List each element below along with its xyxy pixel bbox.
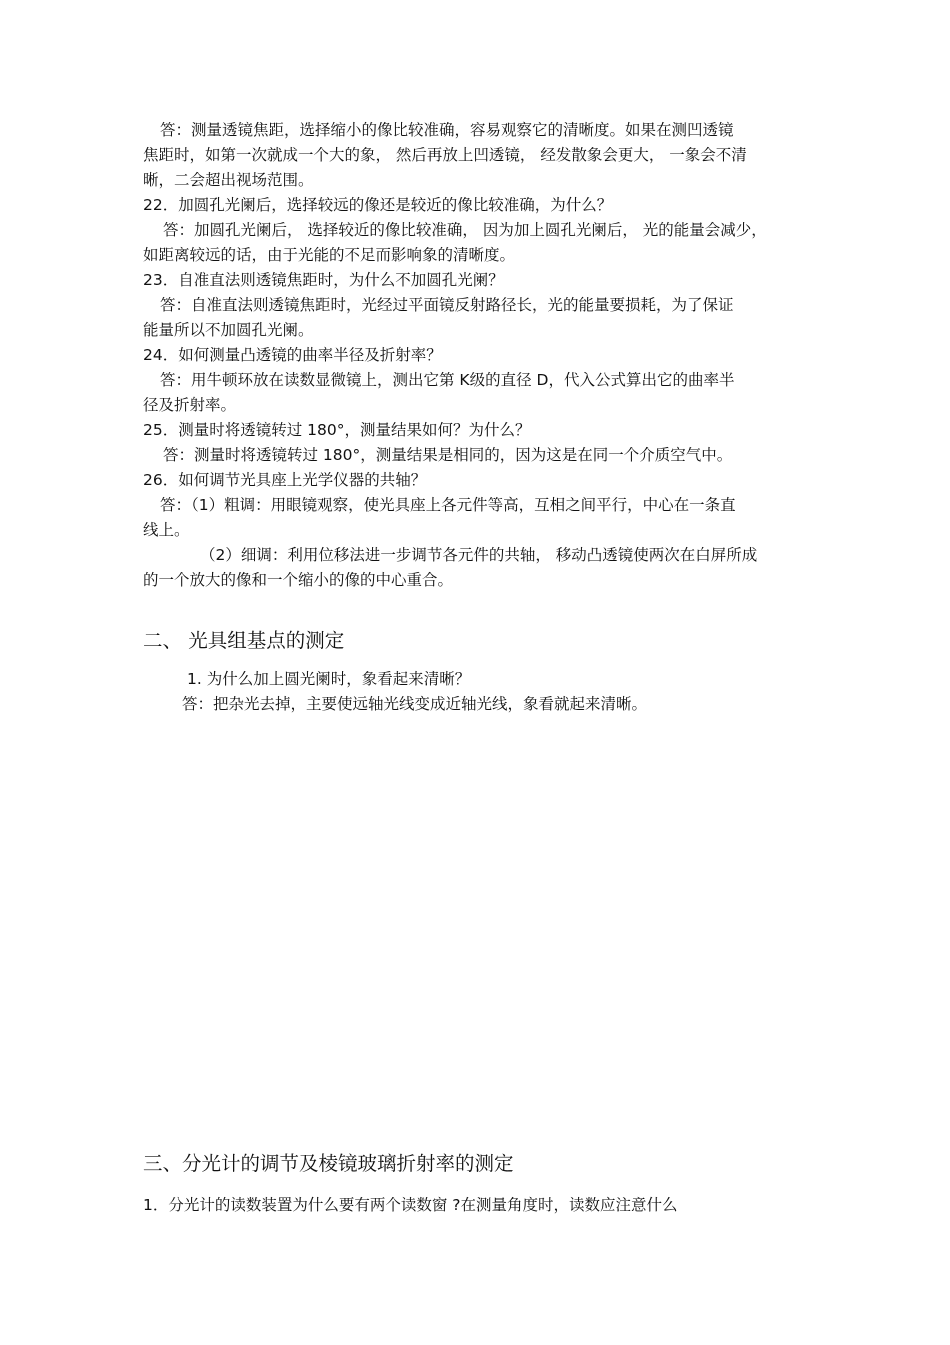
section-heading-2: 二、 光具组基点的测定	[143, 629, 345, 652]
question-22: 22．加圆孔光阑后，选择较远的像还是较近的像比较准确，为什么？	[143, 196, 613, 214]
answer-26-line: 答：（1）粗调：用眼镜观察，使光具座上各元件等高，互相之间平行，中心在一条直	[160, 496, 736, 514]
question-23: 23．自准直法则透镜焦距时，为什么不加圆孔光阑？	[143, 271, 504, 289]
answer-26-line: （2）细调：利用位移法进一步调节各元件的共轴， 移动凸透镜使两次在白屏所成	[200, 546, 758, 564]
answer-line: 焦距时，如第一次就成一个大的象， 然后再放上凹透镜， 经发散象会更大， 一象会不清	[143, 146, 747, 164]
answer-24-line: 答：用牛顿环放在读数显微镜上，测出它第 K级的直径 D，代入公式算出它的曲率半	[160, 371, 735, 389]
answer-23-line: 答：自准直法则透镜焦距时，光经过平面镜反射路径长，光的能量要损耗，为了保证	[160, 296, 734, 314]
section-heading-3: 三、分光计的调节及棱镜玻璃折射率的测定	[143, 1152, 514, 1175]
answer-line: 答：测量透镜焦距，选择缩小的像比较准确，容易观察它的清晰度。如果在测凹透镜	[160, 121, 734, 139]
answer-23-line: 能量所以不加圆孔光阑。	[143, 321, 314, 339]
question-24: 24．如何测量凸透镜的曲率半径及折射率？	[143, 346, 442, 364]
answer-26-line: 线上。	[143, 521, 190, 539]
section2-answer-1: 答：把杂光去掉，主要使远轴光线变成近轴光线，象看就起来清晰。	[182, 695, 648, 713]
question-25: 25．测量时将透镜转过 180°，测量结果如何？为什么？	[143, 421, 531, 439]
question-26: 26．如何调节光具座上光学仪器的共轴？	[143, 471, 427, 489]
section2-question-1: 1. 为什么加上圆光阑时，象看起来清晰？	[187, 670, 471, 688]
answer-24-line: 径及折射率。	[143, 396, 237, 414]
answer-22-line: 如距离较远的话，由于光能的不足而影响象的清晰度。	[143, 246, 516, 264]
answer-22-line: 答：加圆孔光阑后， 选择较近的像比较准确， 因为加上圆孔光阑后， 光的能量会减少，	[163, 221, 767, 239]
section3-question-1: 1．分光计的读数装置为什么要有两个读数窗 ?在测量角度时，读数应注意什么	[143, 1196, 678, 1214]
answer-25-line: 答：测量时将透镜转过 180°，测量结果是相同的，因为这是在同一个介质空气中。	[163, 446, 733, 464]
answer-line: 晰，二会超出视场范围。	[143, 171, 314, 189]
answer-26-line: 的一个放大的像和一个缩小的像的中心重合。	[143, 571, 454, 589]
